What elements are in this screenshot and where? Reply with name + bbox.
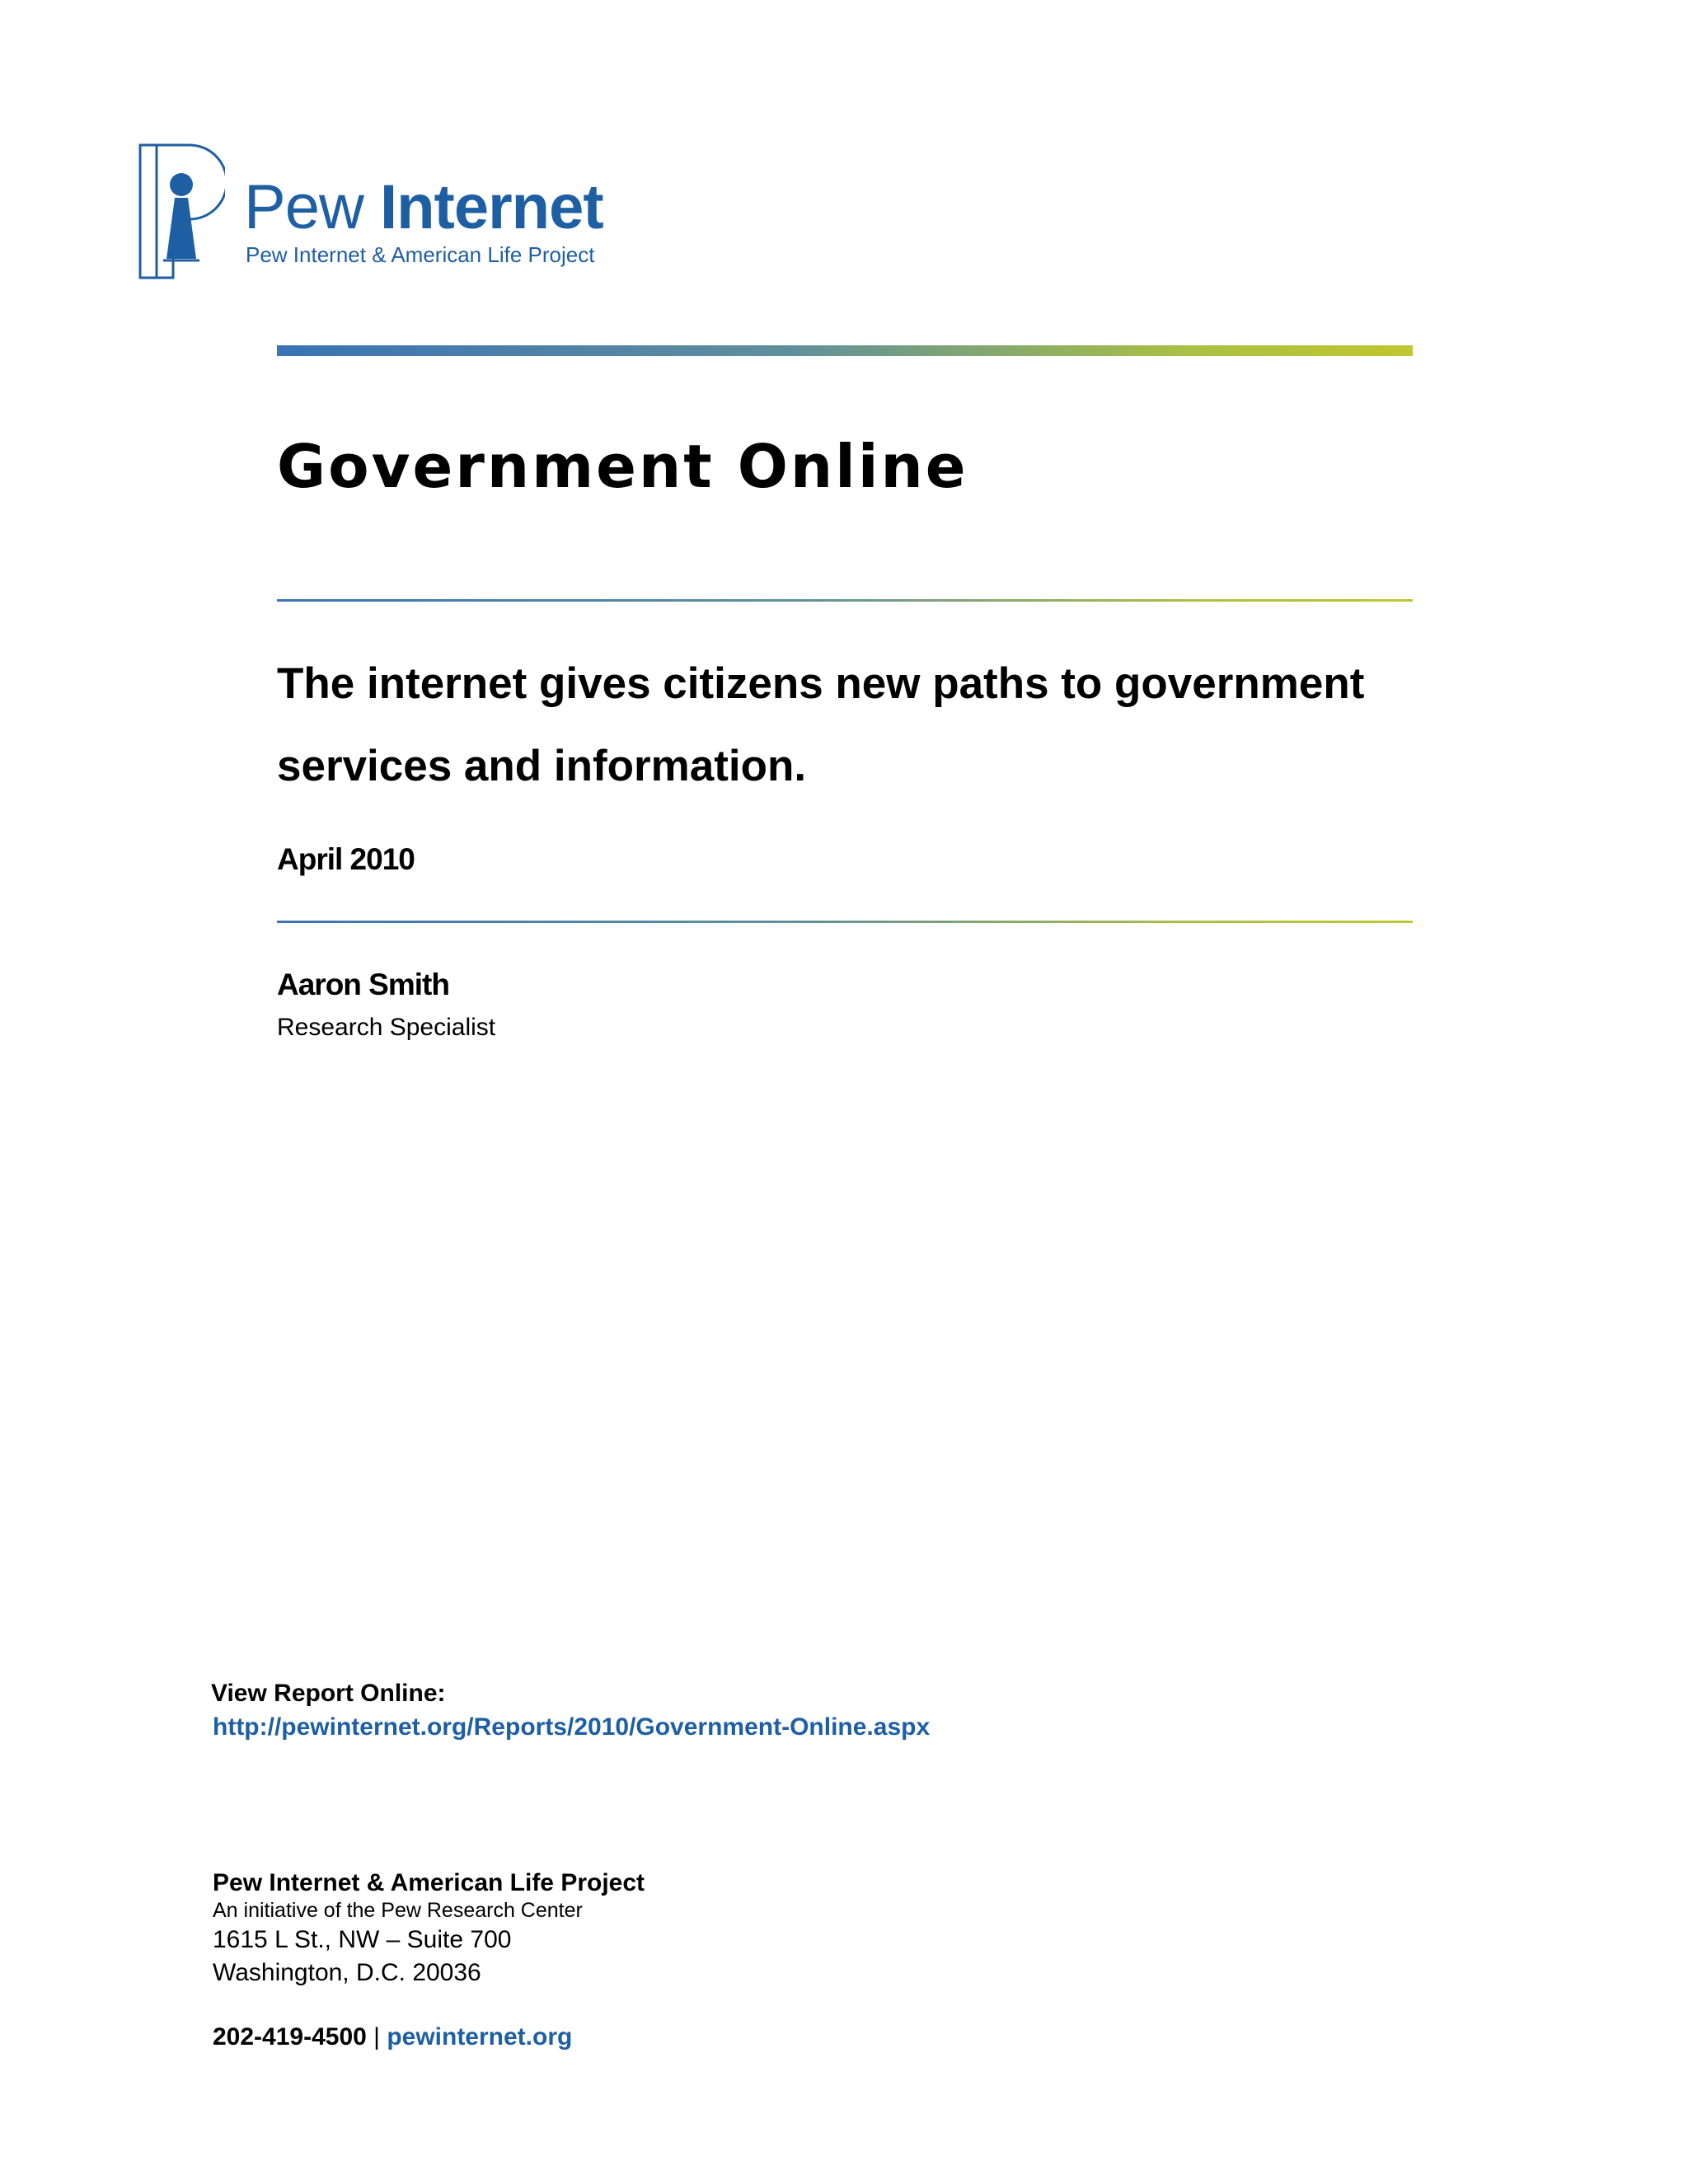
pew-internet-logo-icon bbox=[138, 143, 225, 279]
logo-wordmark-internet: Internet bbox=[379, 172, 603, 242]
pew-internet-logo bbox=[138, 143, 608, 279]
view-report-label: View Report Online: bbox=[211, 1680, 446, 1707]
author-role: Research Specialist bbox=[277, 1014, 496, 1041]
org-address-line2: Washington, D.C. 20036 bbox=[213, 1959, 481, 1986]
contact-line bbox=[213, 2025, 572, 2050]
report-title: Government Online bbox=[277, 432, 968, 501]
org-website-link[interactable]: pewinternet.org bbox=[387, 2023, 573, 2050]
logo-wordmark-pew: Pew bbox=[244, 172, 363, 242]
header-gradient-bar bbox=[277, 345, 1413, 356]
contact-separator: | bbox=[373, 2023, 380, 2050]
view-report-link[interactable]: http://pewinternet.org/Reports/2010/Government-Online.aspx bbox=[213, 1713, 931, 1741]
org-phone: 202-419-4500 bbox=[213, 2023, 367, 2050]
title-divider bbox=[277, 599, 1413, 602]
report-subtitle: The internet gives citizens new paths to government services and information. bbox=[277, 659, 1365, 790]
logo-wordmark bbox=[244, 172, 603, 242]
org-address-line1: 1615 L St., NW – Suite 700 bbox=[213, 1926, 512, 1953]
org-initiative: An initiative of the Pew Research Center bbox=[213, 1899, 583, 1922]
logo-tagline: Pew Internet & American Life Project bbox=[246, 242, 595, 267]
org-name: Pew Internet & American Life Project bbox=[213, 1869, 645, 1896]
author-name: Aaron Smith bbox=[277, 968, 449, 1001]
author-divider bbox=[277, 921, 1413, 923]
report-date: April 2010 bbox=[277, 842, 415, 876]
